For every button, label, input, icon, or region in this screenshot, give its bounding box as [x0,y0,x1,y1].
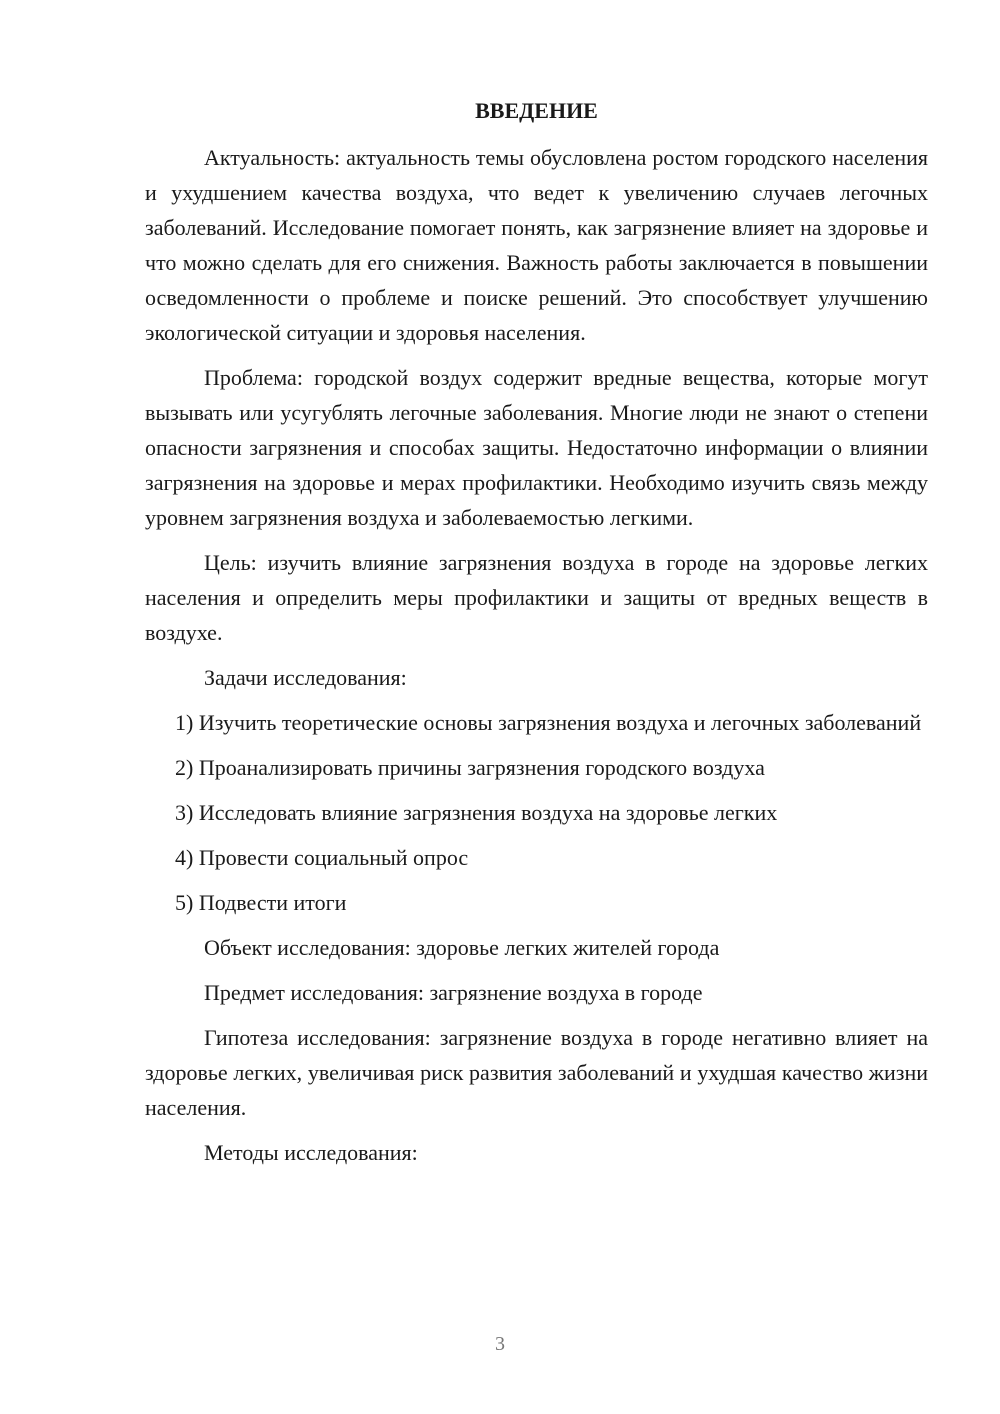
task-item-4: 4) Провести социальный опрос [175,845,469,870]
page-number: 3 [495,1333,505,1355]
hypothesis-paragraph: Гипотеза исследования: загрязнение воздуха в городе негативно влияет на здоровье легких, увеличивая риск развития заболеваний и ухудшая качество жизни населения. [145,1025,928,1120]
research-subject: Предмет исследования: загрязнение воздуха в городе [204,980,703,1005]
task-item-1: 1) Изучить теоретические основы загрязнения воздуха и легочных заболеваний [175,710,922,735]
methods-heading: Методы исследования: [204,1140,418,1165]
task-item-5: 5) Подвести итоги [175,890,347,915]
section-title: ВВЕДЕНИЕ [475,98,598,123]
task-item-3: 3) Исследовать влияние загрязнения воздуха на здоровье легких [175,800,778,825]
goal-paragraph: Цель: изучить влияние загрязнения воздуха в городе на здоровье легких населения и определить меры профилактики и защиты от вредных веществ в воздухе. [145,550,928,645]
problem-paragraph: Проблема: городской воздух содержит вредные вещества, которые могут вызывать или усугублять легочные заболевания. Многие люди не знают о степени опасности загрязнения и способах защиты. Недостаточно информации о влиянии загрязнения на здоровье и мерах профилактики. Необходимо изучить связь между уровнем загрязнения воздуха и заболеваемостью легкими. [145,365,928,530]
document-page [145,96,928,1180]
tasks-heading: Задачи исследования: [204,665,407,690]
relevance-paragraph: Актуальность: актуальность темы обусловлена ростом городского населения и ухудшением качества воздуха, что ведет к увеличению случаев легочных заболеваний. Исследование помогает понять, как загрязнение влияет на здоровье и что можно сделать для его снижения. Важность работы заключается в повышении осведомленности о проблеме и поиске решений. Это способствует улучшению экологической ситуации и здоровья населения. [145,145,928,345]
task-item-2: 2) Проанализировать причины загрязнения городского воздуха [175,755,765,780]
research-object: Объект исследования: здоровье легких жителей города [204,935,720,960]
